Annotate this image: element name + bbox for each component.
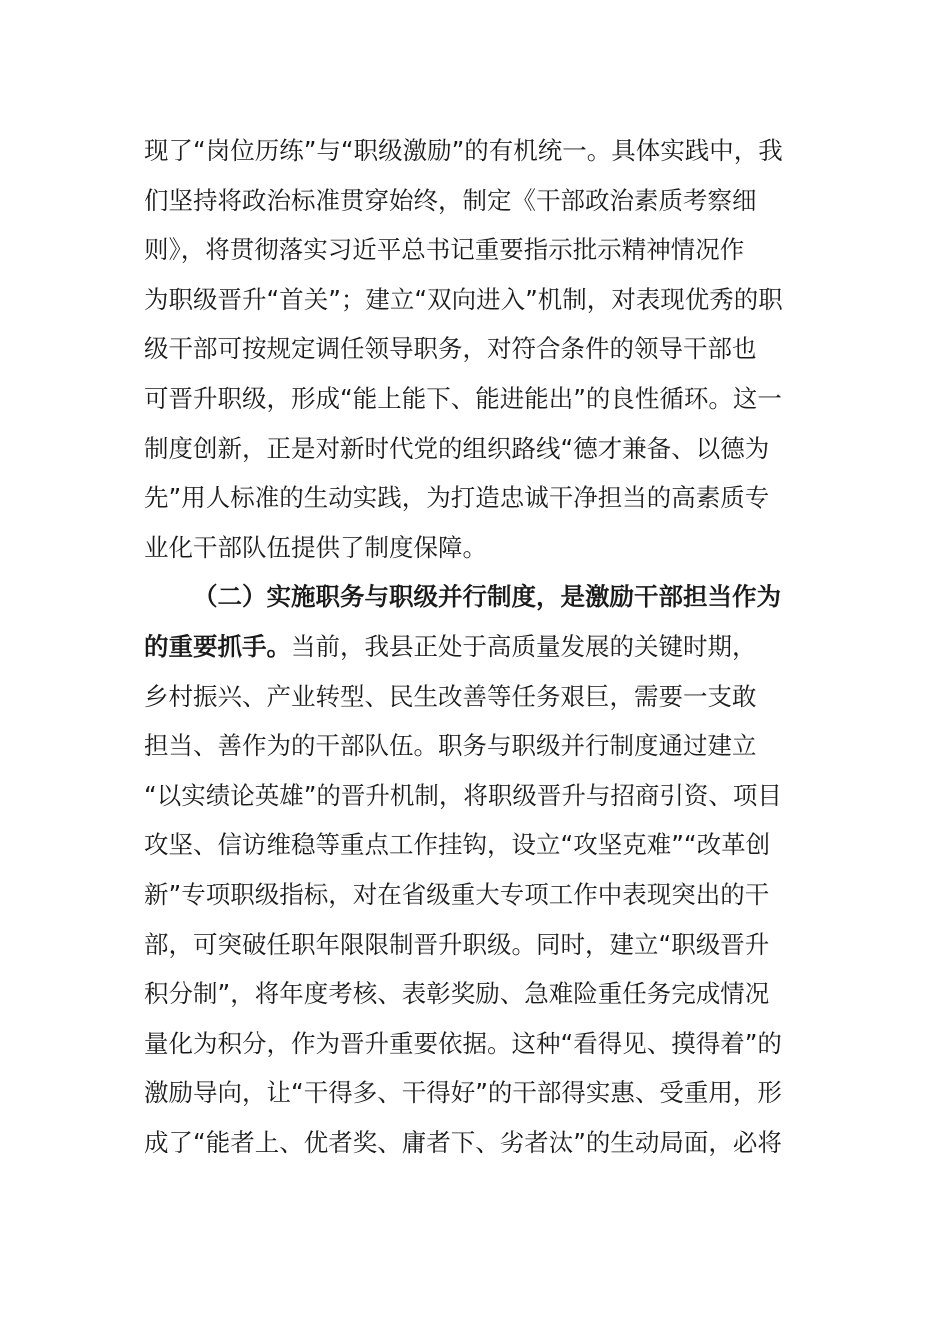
text-line: 为职级晋升“首关”；建立“双向进入”机制，对表现优秀的职 [144, 284, 783, 314]
text-line: 量化为积分，作为晋升重要依据。这种“看得见、摸得着”的 [144, 1028, 782, 1058]
text-line: 担当、善作为的干部队伍。职务与职级并行制度通过建立 [144, 731, 757, 761]
text-line: 们坚持将政治标准贯穿始终，制定《干部政治素质考察细 [144, 185, 757, 215]
paragraph-start: 当前，我县正处于高质量发展的关键时期， [291, 631, 757, 661]
section-heading: （二）实施职务与职级并行制度，是激励干部担当作为 [193, 582, 781, 612]
text-line: “以实绩论英雄”的晋升机制，将职级晋升与招商引资、项目 [144, 780, 782, 810]
text-line: 攻坚、信访维稳等重点工作挂钩，设立“攻坚克难”“改革创 [144, 830, 771, 860]
text-line: 成了“能者上、优者奖、庸者下、劣者汰”的生动局面，必将 [144, 1127, 782, 1157]
text-line: 制度创新，正是对新时代党的组织路线“德才兼备、以德为 [144, 433, 770, 463]
text-line: 新”专项职级指标，对在省级重大专项工作中表现突出的干 [144, 879, 770, 909]
text-line: 乡村振兴、产业转型、民生改善等任务艰巨，需要一支敢 [144, 681, 757, 711]
body-text [144, 126, 806, 1167]
text-line: 现了“岗位历练”与“职级激励”的有机统一。具体实践中，我 [144, 136, 783, 165]
text-line: 激励导向，让“干得多、干得好”的干部得实惠、受重用，形 [144, 1078, 782, 1108]
text-line: 业化干部队伍提供了制度保障。 [144, 532, 487, 562]
text-line: 先”用人标准的生动实践，为打造忠诚干净担当的高素质专 [144, 483, 770, 513]
section-heading-continuation [144, 622, 806, 672]
text-line: 级干部可按规定调任领导职务，对符合条件的领导干部也 [144, 334, 757, 364]
text-line: 可晋升职级，形成“能上能下、能进能出”的良性循环。这一 [144, 383, 782, 413]
section-heading-end: 的重要抓手。 [144, 631, 291, 661]
text-line: 积分制”，将年度考核、表彰奖励、急难险重任务完成情况 [144, 979, 770, 1009]
text-line: 部，可突破任职年限限制晋升职级。同时，建立“职级晋升 [144, 929, 770, 959]
text-line: 则》，将贯彻落实习近平总书记重要指示批示精神情况作 [144, 235, 745, 265]
